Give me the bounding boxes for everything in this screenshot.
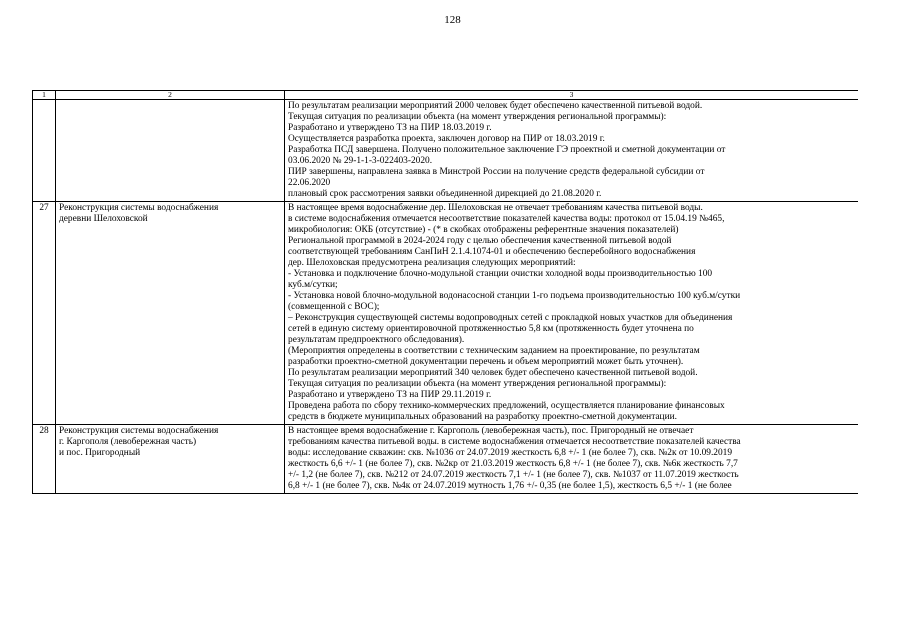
description-cell [285, 425, 859, 494]
description-line: 22.06.2020 [288, 178, 331, 188]
description-line: По результатам реализации мероприятий 2000 человек будет обеспечено качественной питьевой водой. [288, 101, 703, 111]
description-line: куб.м/сутки; [288, 280, 338, 290]
description-cell [285, 202, 859, 425]
description-line: Региональной программой в 2024-2024 году с целью обеспечения качественной питьевой водой [288, 236, 672, 246]
column-number: 3 [285, 91, 859, 100]
description-line: - Установка и подключение блочно-модульной станции очистки холодной воды производительностью 100 [288, 269, 713, 279]
row-number-cell [33, 425, 56, 494]
description-line: Разработано и утверждено ТЗ на ПИР 18.03.2019 г. [288, 123, 492, 133]
object-name-line: и пос. Пригородный [59, 448, 141, 458]
description-line: Текущая ситуация по реализации объекта (на момент утверждения региональной программы): [288, 379, 667, 389]
description-line: микробиология: ОКБ (отсутствие) - (* в скобках отображены референтные значения показателей) [288, 225, 679, 235]
description-line: результатам предпроектного обследования). [288, 335, 465, 345]
description-line: Осуществляется разработка проекта, заключен договор на ПИР от 18.03.2019 г. [288, 134, 605, 144]
description-line: средств в бюджете муниципальных образований на разработку проектно-сметной документации. [288, 412, 677, 422]
description-line: - Установка новой блочно-модульной водонасосной станции 1-го подъема производительностью 100 куб.м/сутки [288, 291, 741, 301]
description-line: жесткость 6,6 +/- 1 (не более 7), скв. №2кр от 21.03.2019 жесткость 6,8 +/- 1 (не более 7), скв. №6к жесткость 7,7 [288, 459, 738, 469]
description-line: 03.06.2020 № 29-1-1-3-022403-2020. [288, 156, 433, 166]
object-name-cell [56, 425, 285, 494]
description-line: плановый срок рассмотрения заявки объединенной дирекцией до 21.08.2020 г. [288, 189, 602, 199]
description-line: В настоящее время водоснабжение г. Каргополь (левобережная часть), пос. Пригородный не отвечает [288, 426, 694, 436]
row-number: 27 [39, 203, 49, 213]
description-line: Текущая ситуация по реализации объекта (на момент утверждения региональной программы): [288, 112, 667, 122]
description-line: +/- 1,2 (не более 7), скв. №212 от 24.07.2019 жесткость 7,1 +/- 1 (не более 7), скв. №1037 от 11.07.2019 жесткость [288, 470, 739, 480]
description-line: Проведена работа по сбору технико-коммерческих предложений, осуществляется планирование финансовых [288, 401, 725, 411]
table-row [33, 425, 859, 494]
description-line: (совмещенной с ВОС); [288, 302, 380, 312]
description-line: соответствующей требованиям СанПиН 2.1.4.1074-01 и обеспечению бесперебойного водоснабжения [288, 247, 696, 257]
description-line: В настоящее время водоснабжение дер. Шелоховская не отвечает требованиям качества питьевой воды. [288, 203, 703, 213]
description-line: По результатам реализации мероприятий 340 человек будет обеспечено качественной питьевой водой. [288, 368, 698, 378]
column-number: 1 [33, 91, 56, 100]
row-number: 28 [39, 426, 49, 436]
object-name-cell [56, 100, 285, 202]
object-name-line: г. Каргополя (левобережная часть) [59, 437, 197, 447]
object-name-cell [56, 202, 285, 425]
column-number-row [33, 91, 859, 100]
description-line: – Реконструкция существующей системы водопроводных сетей с прокладкой новых участков для объединения [288, 313, 733, 323]
object-name-line: Реконструкция системы водоснабжения [59, 203, 219, 213]
object-name-line: Реконструкция системы водоснабжения [59, 426, 219, 436]
column-number: 2 [56, 91, 285, 100]
description-line: сетей в единую систему ориентировочной протяженностью 5,8 км (протяженность будет уточнена по [288, 324, 694, 334]
object-name-line: деревни Шелоховской [59, 214, 148, 224]
row-number-cell [33, 202, 56, 425]
description-cell [285, 100, 859, 202]
description-line: Разработка ПСД завершена. Получено положительное заключение ГЭ проектной и сметной документации от [288, 145, 726, 155]
table-row [33, 100, 859, 202]
description-line: разработки проектно-сметной документации перечень и объем мероприятий может быть уточнен). [288, 357, 684, 367]
description-line: ПИР завершены, направлена заявка в Минстрой России на получение средств федеральной субсидии от [288, 167, 705, 177]
page-number: 128 [444, 14, 461, 26]
description-line: дер. Шелоховская предусмотрена реализация следующих мероприятий: [288, 258, 576, 268]
table-row [33, 202, 859, 425]
document-table [32, 90, 858, 494]
description-line: (Мероприятия определены в соответствии с техническим заданием на проектирование, по результатам [288, 346, 700, 356]
description-line: 6,8 +/- 1 (не более 7), скв. №4к от 24.07.2019 мутность 1,76 +/- 0,35 (не более 1,5), жесткость 6,5 +/- 1 (не более [288, 481, 732, 491]
description-line: в системе водоснабжения отмечается несоответствие показателей качества воды: протокол от 15.04.19 №465, [288, 214, 725, 224]
description-line: Разработано и утверждено ТЗ на ПИР 29.11.2019 г. [288, 390, 492, 400]
description-line: воды: исследование скважин: скв. №1036 от 24.07.2019 жесткость 6,8 +/- 1 (не более 7), скв. №2к от 10.09.2019 [288, 448, 733, 458]
table-container [32, 90, 858, 581]
description-line: требованиям качества питьевой воды. в системе водоснабжения отмечается несоответствие показателей качества [288, 437, 741, 447]
row-number-cell [33, 100, 56, 202]
